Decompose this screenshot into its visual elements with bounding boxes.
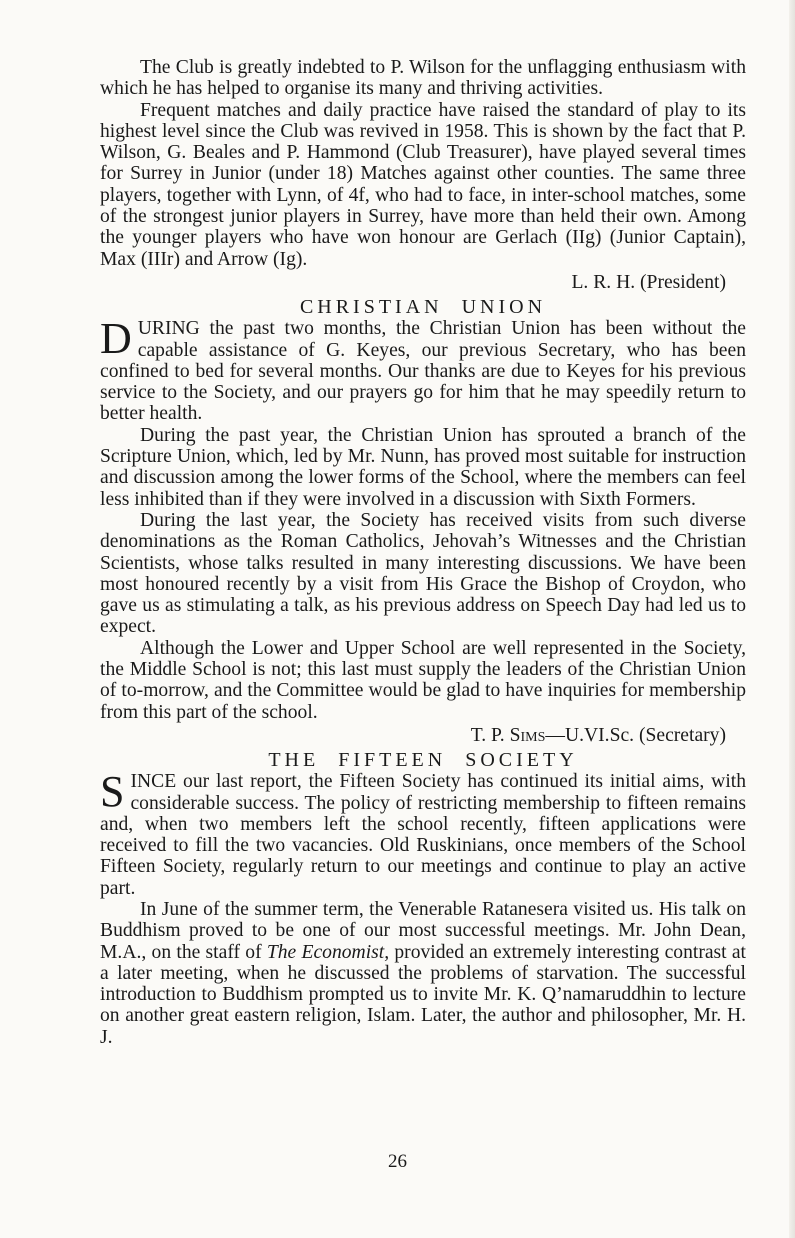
signature-initials: T. P. [470,724,510,746]
signature: L. R. H. (President) [571,271,726,293]
paragraph [100,314,746,425]
signature-role: —U.VI.Sc. (Secretary) [545,724,726,746]
paragraph: Frequent matches and daily practice have raised the standard of play to its highest level since the Club was revived in 1958. This is shown by the fact that P. Wilson, G. Beales and P. Hammond (Club Treasurer), have played several times for Surrey in Junior (under 18) Matches against other counties. The same three players, together with Lynn, of 4f, who had to face, in inter-school matches, some of the strongest junior players in Surrey, have more than held their own. Among the younger players who have won honour are Gerlach (IIg) (Junior Captain), Max (IIIr) and Arrow (Ig). [100,99,746,270]
paragraph: During the past year, the Christian Union has sprouted a branch of the Scripture Union, which, led by Mr. Nunn, has proved most suitable for instruction and discussion among the lower forms of the School, where the members can feel less inhibited than if they were involved in a discussion with Sixth Formers. [100,424,746,510]
text-column [100,57,746,1048]
page-edge [789,0,795,1238]
paragraph-text: URING the past two months, the Christian Union has been without the capable assistance of G. Keyes, our previous Secretary, who has been confined to bed for several months. Our thanks are due to Keyes for his previous service to the Society, and our prayers go for him that he may speedily return to better health. [100,318,746,425]
paragraph: During the last year, the Society has received visits from such diverse denominations as the Roman Catholics, Jehovah’s Witnesses and the Christian Scientists, whose talks resulted in many interesting discussions. We have been most honoured recently by a visit from His Grace the Bishop of Croydon, who gave us as stimulating a talk, as his previous address on Speech Day had led us to expect. [100,509,746,638]
section-heading: THE FIFTEEN SOCIETY [268,749,578,772]
section-heading: CHRISTIAN UNION [299,296,547,319]
paragraph [100,899,746,1048]
paragraph: The Club is greatly indebted to P. Wilson for the unflagging enthusiasm with which he has helped to organise its many and thriving activities. [100,57,746,100]
drop-cap: S [100,767,125,817]
signature-name: Sims [509,724,546,746]
paragraph-text: INCE our last report, the Fifteen Society has continued its initial aims, with considerable success. The policy of restricting membership to fifteen remains and, when two members left the school recently, fifteen applications were received to fill the two vacancies. Old Ruskinians, once members of the School Fifteen Society, regularly return to our meetings and continue to play an active part. [100,771,746,899]
publication-title: The Economist, [266,941,390,963]
paragraph [100,767,746,899]
fifteen-society-section [100,749,746,1048]
paragraph: Although the Lower and Upper School are well represented in the Society, the Middle School is not; this last must supply the leaders of the Christian Union of to-morrow, and the Committee would be glad to have inquiries for membership from this part of the school. [100,637,746,723]
signature [100,725,726,746]
paragraph-text: In June of the summer term, the Venerable Ratanesera visited us. His talk on Buddhism proved to be one of our most successful meetings. Mr. John Dean, M.A., on the staff of [100,898,746,963]
page-number: 26 [388,1151,407,1172]
christian-union-section [100,296,746,746]
drop-cap: D [100,314,132,364]
paragraph-text: provided an extremely interesting contrast at a later meeting, when he discussed the problems of starvation. The successful introduction to Buddhism prompted us to invite Mr. K. Q’namaruddhin to lecture on another great eastern religion, Islam. Later, the author and philosopher, Mr. H. J. [100,941,747,1048]
club-section [100,57,746,293]
